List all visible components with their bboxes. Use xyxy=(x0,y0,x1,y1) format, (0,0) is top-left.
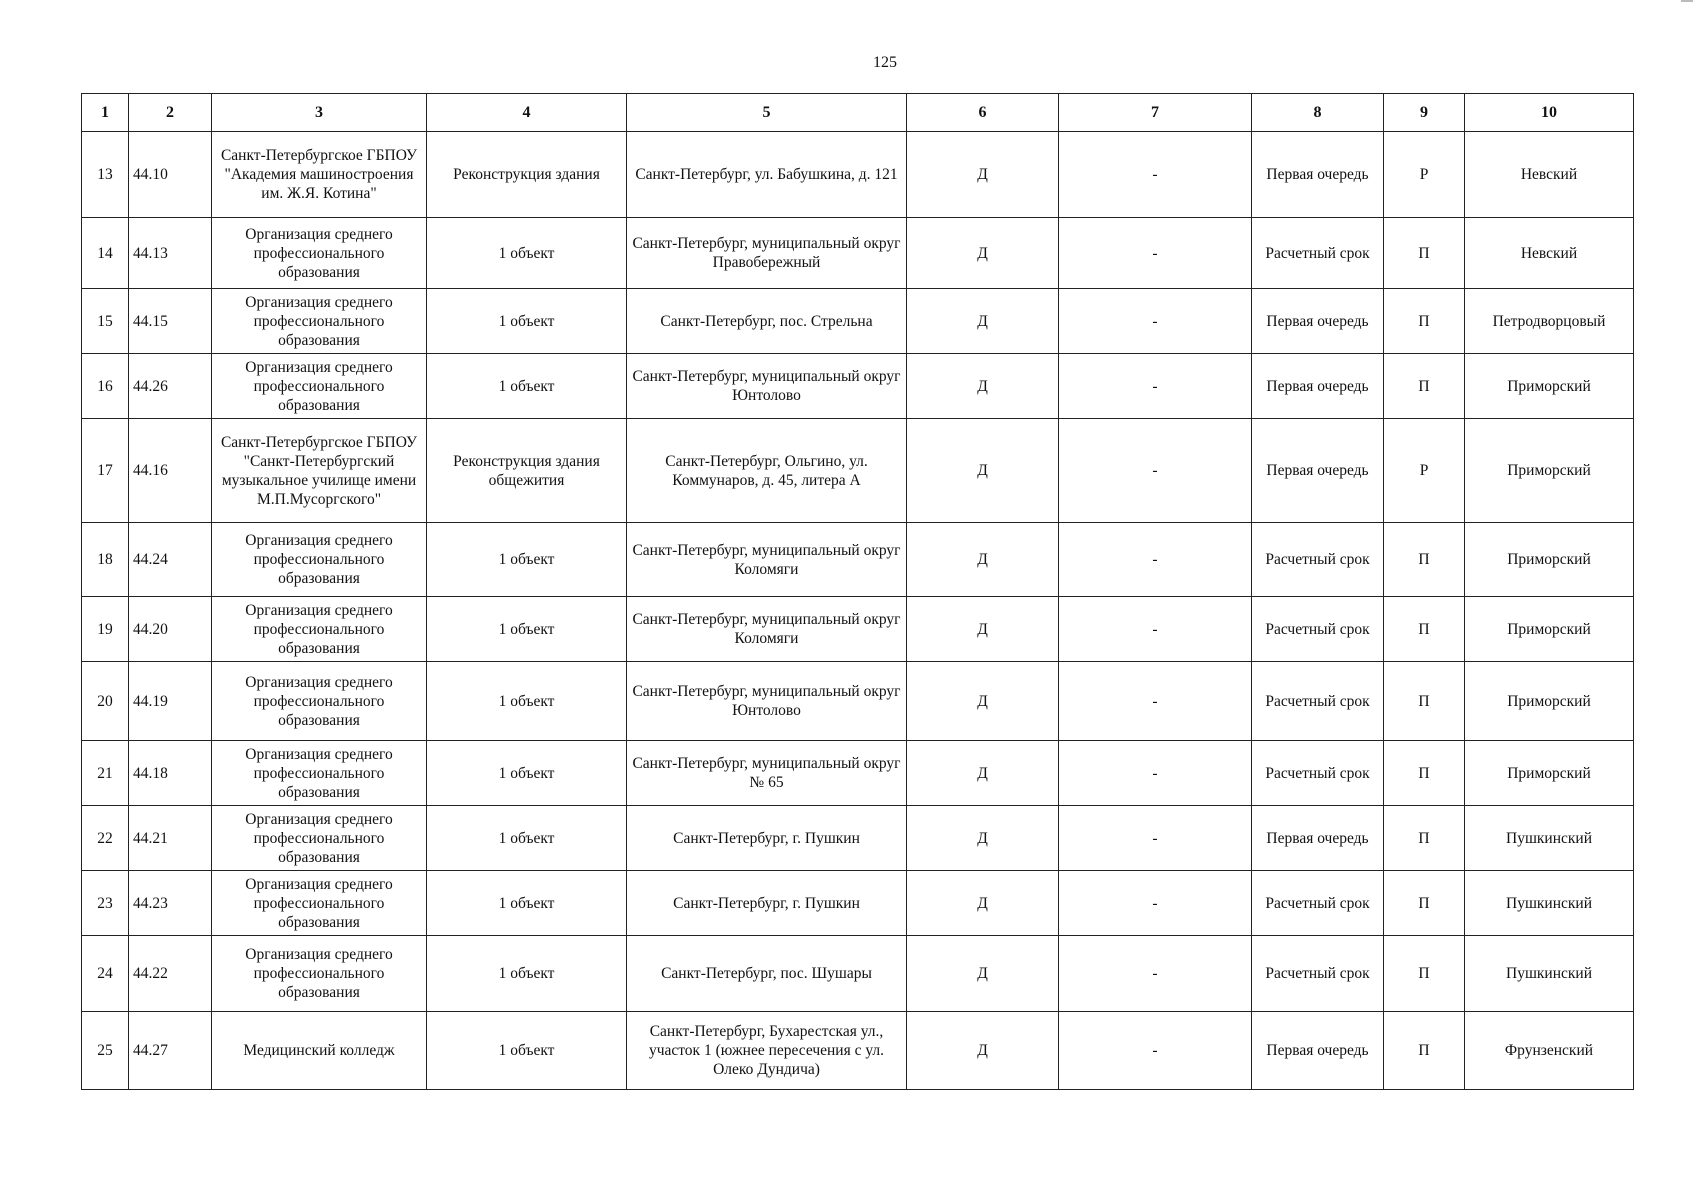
table-row xyxy=(82,354,1634,419)
row-number: 20 xyxy=(82,662,129,741)
object-action: 1 объект xyxy=(427,741,627,806)
col7-value: - xyxy=(1059,936,1252,1012)
col9-value: П xyxy=(1384,597,1465,662)
table-row xyxy=(82,662,1634,741)
col7-value: - xyxy=(1059,354,1252,419)
district: Приморский xyxy=(1465,597,1634,662)
table-row xyxy=(82,806,1634,871)
col6-value: Д xyxy=(907,132,1059,218)
table-row xyxy=(82,871,1634,936)
stage: Первая очередь xyxy=(1252,419,1384,523)
object-location: Санкт-Петербург, муниципальный округ № 65 xyxy=(627,741,907,806)
district: Фрунзенский xyxy=(1465,1012,1634,1090)
data-table xyxy=(81,93,1634,1090)
col6-value: Д xyxy=(907,289,1059,354)
row-number: 17 xyxy=(82,419,129,523)
col7-value: - xyxy=(1059,523,1252,597)
object-action: 1 объект xyxy=(427,936,627,1012)
object-name: Организация среднего профессионального образования xyxy=(212,597,427,662)
district: Пушкинский xyxy=(1465,871,1634,936)
row-number: 25 xyxy=(82,1012,129,1090)
row-number: 24 xyxy=(82,936,129,1012)
col6-value: Д xyxy=(907,741,1059,806)
object-name: Медицинский колледж xyxy=(212,1012,427,1090)
col6-value: Д xyxy=(907,419,1059,523)
col6-value: Д xyxy=(907,1012,1059,1090)
col7-value: - xyxy=(1059,741,1252,806)
object-name: Организация среднего профессионального образования xyxy=(212,289,427,354)
stage: Первая очередь xyxy=(1252,132,1384,218)
object-name: Организация среднего профессионального образования xyxy=(212,806,427,871)
row-number: 16 xyxy=(82,354,129,419)
page-number: 125 xyxy=(873,54,897,71)
col9-value: П xyxy=(1384,289,1465,354)
col9-value: П xyxy=(1384,741,1465,806)
col6-value: Д xyxy=(907,806,1059,871)
col7-value: - xyxy=(1059,419,1252,523)
object-action: 1 объект xyxy=(427,806,627,871)
object-code: 44.22 xyxy=(129,936,212,1012)
district: Приморский xyxy=(1465,354,1634,419)
object-code: 44.23 xyxy=(129,871,212,936)
col7-value: - xyxy=(1059,662,1252,741)
scan-edge-mark xyxy=(1681,0,1693,2)
district: Приморский xyxy=(1465,419,1634,523)
column-header: 7 xyxy=(1059,94,1252,132)
object-location: Санкт-Петербург, пос. Шушары xyxy=(627,936,907,1012)
column-header: 8 xyxy=(1252,94,1384,132)
stage: Расчетный срок xyxy=(1252,936,1384,1012)
object-location: Санкт-Петербург, пос. Стрельна xyxy=(627,289,907,354)
table-header-row xyxy=(82,94,1634,132)
col9-value: П xyxy=(1384,1012,1465,1090)
column-header: 5 xyxy=(627,94,907,132)
col9-value: П xyxy=(1384,806,1465,871)
object-location: Санкт-Петербург, муниципальный округ Правобережный xyxy=(627,218,907,289)
row-number: 15 xyxy=(82,289,129,354)
object-location: Санкт-Петербург, Ольгино, ул. Коммунаров, д. 45, литера А xyxy=(627,419,907,523)
table-row xyxy=(82,1012,1634,1090)
object-name: Санкт-Петербургское ГБПОУ "Санкт-Петербургский музыкальное училище имени М.П.Мусоргского" xyxy=(212,419,427,523)
row-number: 14 xyxy=(82,218,129,289)
object-code: 44.16 xyxy=(129,419,212,523)
stage: Расчетный срок xyxy=(1252,871,1384,936)
object-action: 1 объект xyxy=(427,523,627,597)
object-location: Санкт-Петербург, муниципальный округ Юнтолово xyxy=(627,662,907,741)
col9-value: П xyxy=(1384,523,1465,597)
object-code: 44.21 xyxy=(129,806,212,871)
row-number: 19 xyxy=(82,597,129,662)
object-location: Санкт-Петербург, г. Пушкин xyxy=(627,806,907,871)
col6-value: Д xyxy=(907,354,1059,419)
district: Приморский xyxy=(1465,741,1634,806)
object-action: 1 объект xyxy=(427,218,627,289)
row-number: 22 xyxy=(82,806,129,871)
stage: Расчетный срок xyxy=(1252,741,1384,806)
column-header: 2 xyxy=(129,94,212,132)
stage: Расчетный срок xyxy=(1252,218,1384,289)
object-code: 44.13 xyxy=(129,218,212,289)
column-header: 4 xyxy=(427,94,627,132)
table-row xyxy=(82,523,1634,597)
object-name: Организация среднего профессионального образования xyxy=(212,936,427,1012)
object-action: 1 объект xyxy=(427,1012,627,1090)
col6-value: Д xyxy=(907,597,1059,662)
col7-value: - xyxy=(1059,218,1252,289)
object-name: Организация среднего профессионального образования xyxy=(212,662,427,741)
object-code: 44.19 xyxy=(129,662,212,741)
table-row xyxy=(82,218,1634,289)
column-header: 10 xyxy=(1465,94,1634,132)
district: Приморский xyxy=(1465,523,1634,597)
object-location: Санкт-Петербург, ул. Бабушкина, д. 121 xyxy=(627,132,907,218)
row-number: 21 xyxy=(82,741,129,806)
col9-value: П xyxy=(1384,936,1465,1012)
district: Невский xyxy=(1465,132,1634,218)
object-name: Санкт-Петербургское ГБПОУ "Академия машиностроения им. Ж.Я. Котина" xyxy=(212,132,427,218)
object-location: Санкт-Петербург, муниципальный округ Юнтолово xyxy=(627,354,907,419)
col9-value: Р xyxy=(1384,419,1465,523)
district: Петродворцовый xyxy=(1465,289,1634,354)
table-row xyxy=(82,741,1634,806)
stage: Первая очередь xyxy=(1252,354,1384,419)
stage: Первая очередь xyxy=(1252,289,1384,354)
col6-value: Д xyxy=(907,662,1059,741)
col6-value: Д xyxy=(907,871,1059,936)
col6-value: Д xyxy=(907,936,1059,1012)
row-number: 23 xyxy=(82,871,129,936)
object-code: 44.27 xyxy=(129,1012,212,1090)
col9-value: П xyxy=(1384,354,1465,419)
object-location: Санкт-Петербург, Бухарестская ул., участок 1 (южнее пересечения с ул. Олеко Дундича) xyxy=(627,1012,907,1090)
object-code: 44.26 xyxy=(129,354,212,419)
object-name: Организация среднего профессионального образования xyxy=(212,218,427,289)
object-name: Организация среднего профессионального образования xyxy=(212,871,427,936)
object-location: Санкт-Петербург, муниципальный округ Коломяги xyxy=(627,597,907,662)
col7-value: - xyxy=(1059,597,1252,662)
col9-value: Р xyxy=(1384,132,1465,218)
object-code: 44.20 xyxy=(129,597,212,662)
object-name: Организация среднего профессионального образования xyxy=(212,523,427,597)
object-action: 1 объект xyxy=(427,354,627,419)
table-row xyxy=(82,132,1634,218)
table-row xyxy=(82,936,1634,1012)
col7-value: - xyxy=(1059,871,1252,936)
object-code: 44.10 xyxy=(129,132,212,218)
object-action: Реконструкция здания xyxy=(427,132,627,218)
object-location: Санкт-Петербург, муниципальный округ Коломяги xyxy=(627,523,907,597)
col7-value: - xyxy=(1059,132,1252,218)
object-location: Санкт-Петербург, г. Пушкин xyxy=(627,871,907,936)
row-number: 18 xyxy=(82,523,129,597)
column-header: 1 xyxy=(82,94,129,132)
col6-value: Д xyxy=(907,523,1059,597)
column-header: 6 xyxy=(907,94,1059,132)
district: Невский xyxy=(1465,218,1634,289)
table-row xyxy=(82,289,1634,354)
table-row xyxy=(82,597,1634,662)
object-code: 44.24 xyxy=(129,523,212,597)
stage: Расчетный срок xyxy=(1252,523,1384,597)
object-code: 44.15 xyxy=(129,289,212,354)
col7-value: - xyxy=(1059,1012,1252,1090)
col9-value: П xyxy=(1384,218,1465,289)
district: Пушкинский xyxy=(1465,936,1634,1012)
col7-value: - xyxy=(1059,289,1252,354)
object-action: 1 объект xyxy=(427,289,627,354)
col6-value: Д xyxy=(907,218,1059,289)
object-action: Реконструкция здания общежития xyxy=(427,419,627,523)
column-header: 3 xyxy=(212,94,427,132)
object-action: 1 объект xyxy=(427,597,627,662)
object-name: Организация среднего профессионального образования xyxy=(212,741,427,806)
table-row xyxy=(82,419,1634,523)
object-code: 44.18 xyxy=(129,741,212,806)
col9-value: П xyxy=(1384,871,1465,936)
col9-value: П xyxy=(1384,662,1465,741)
object-action: 1 объект xyxy=(427,871,627,936)
stage: Первая очередь xyxy=(1252,1012,1384,1090)
stage: Первая очередь xyxy=(1252,806,1384,871)
stage: Расчетный срок xyxy=(1252,662,1384,741)
object-name: Организация среднего профессионального образования xyxy=(212,354,427,419)
object-action: 1 объект xyxy=(427,662,627,741)
row-number: 13 xyxy=(82,132,129,218)
stage: Расчетный срок xyxy=(1252,597,1384,662)
col7-value: - xyxy=(1059,806,1252,871)
district: Приморский xyxy=(1465,662,1634,741)
column-header: 9 xyxy=(1384,94,1465,132)
district: Пушкинский xyxy=(1465,806,1634,871)
